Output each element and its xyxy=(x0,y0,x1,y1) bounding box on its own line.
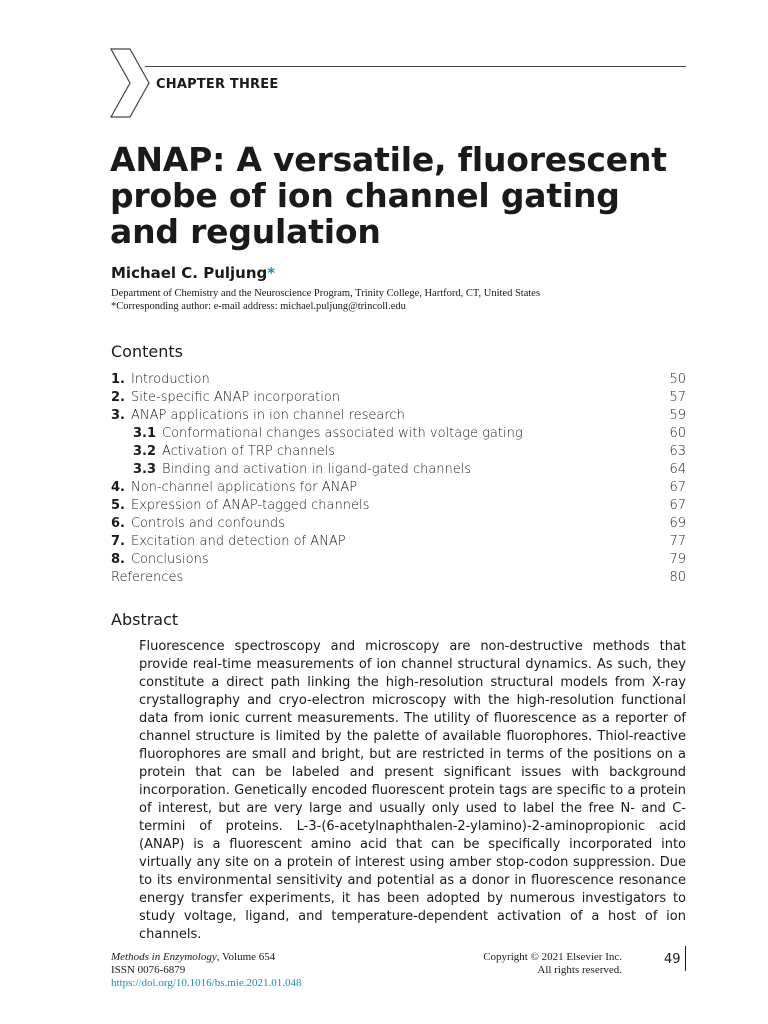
chapter-rule xyxy=(145,66,686,67)
toc-page: 80 xyxy=(669,570,686,585)
author xyxy=(111,264,275,282)
toc-number: 3. xyxy=(111,408,125,423)
toc-label: References xyxy=(111,570,184,585)
toc-page: 50 xyxy=(669,372,686,387)
doi-link[interactable]: https://doi.org/10.1016/bs.mie.2021.01.048 xyxy=(111,977,302,989)
page-number: 49 xyxy=(664,952,681,967)
journal-volume: , Volume 654 xyxy=(216,951,276,963)
toc-item[interactable] xyxy=(111,461,686,479)
toc-page: 69 xyxy=(669,516,686,531)
toc-number: 7. xyxy=(111,534,125,549)
toc-number: 3.3 xyxy=(133,462,157,477)
toc-item[interactable] xyxy=(111,515,686,533)
toc-label: Activation of TRP channels xyxy=(162,444,336,459)
toc-number: 6. xyxy=(111,516,125,531)
toc-item[interactable] xyxy=(111,551,686,569)
abstract-heading: Abstract xyxy=(111,610,179,629)
toc-page: 57 xyxy=(669,390,686,405)
toc-page: 77 xyxy=(669,534,686,549)
journal-name: Methods in Enzymology xyxy=(111,951,217,963)
copyright: Copyright © 2021 Elsevier Inc. xyxy=(483,951,622,963)
toc-page: 59 xyxy=(669,408,686,423)
toc-item[interactable] xyxy=(111,497,686,515)
footer-citation xyxy=(111,951,301,990)
affiliation-department: Department of Chemistry and the Neuroscience Program, Trinity College, Hartford, CT, United States xyxy=(111,288,541,299)
toc-page: 67 xyxy=(669,498,686,513)
toc-label: Introduction xyxy=(130,372,210,387)
toc-item[interactable] xyxy=(111,569,686,587)
toc-item[interactable] xyxy=(111,479,686,497)
chapter-label: CHAPTER THREE xyxy=(156,77,279,92)
toc-page: 67 xyxy=(669,480,686,495)
corresponding-author-note: *Corresponding author: e-mail address: michael.puljung@trincoll.edu xyxy=(111,301,406,312)
toc-label: Expression of ANAP-tagged channels xyxy=(130,498,370,513)
toc-entry xyxy=(111,443,335,461)
table-of-contents xyxy=(111,371,686,587)
toc-entry xyxy=(111,569,183,587)
toc-label: Binding and activation in ligand-gated channels xyxy=(162,462,472,477)
toc-page: 60 xyxy=(669,426,686,441)
toc-label: Controls and confounds xyxy=(130,516,285,531)
footer-copyright xyxy=(483,951,622,977)
toc-item[interactable] xyxy=(111,407,686,425)
rights: All rights reserved. xyxy=(537,964,622,976)
toc-label: Conformational changes associated with voltage gating xyxy=(162,426,523,441)
abstract-text: Fluorescence spectroscopy and microscopy are non-destructive methods that provide real-time measurements of ion channel structural dynamics. As such, they constitute a direct path linking the high-resolution structural models from X-ray crystallography and cryo-electron microscopy with the high-resolution functional data from ionic current measurements. The utility of fluorescence as a reporter of channel structure is limited by the palette of available fluorophores. Thiol-reactive fluorophores are small and bright, but are restricted in terms of the positions on a protein that can be labeled and present significant issues with background incorporation. Genetically encoded fluorescent protein tags are specific to a protein of interest, but are very large and usually only used to label the free N- and C-termini of proteins. L-3-(6-acetylnaphthalen-2-ylamino)-2-aminopropionic acid (ANAP) is a fluorescent amino acid that can be specifically incorporated into virtually any site on a protein of interest using amber stop-codon suppression. Due to its environmental sensitivity and potential as a donor in fluorescence resonance energy transfer experiments, it has been adopted by numerous investigators to study voltage, ligand, and temperature-dependent activation of a host of ion channels. xyxy=(139,639,686,942)
toc-label: Site-specific ANAP incorporation xyxy=(130,390,341,405)
toc-item[interactable] xyxy=(111,533,686,551)
issn: ISSN 0076-6879 xyxy=(111,964,186,976)
toc-entry xyxy=(111,515,285,533)
chapter-chevron-icon xyxy=(110,48,150,118)
toc-item[interactable] xyxy=(111,389,686,407)
affiliation xyxy=(111,287,691,313)
toc-item[interactable] xyxy=(111,443,686,461)
toc-item[interactable] xyxy=(111,371,686,389)
toc-page: 63 xyxy=(669,444,686,459)
toc-number: 1. xyxy=(111,372,125,387)
contents-heading: Contents xyxy=(111,342,183,361)
page-number-rule xyxy=(685,946,686,971)
toc-entry xyxy=(111,497,369,515)
toc-entry xyxy=(111,533,346,551)
toc-entry xyxy=(111,551,209,569)
toc-entry xyxy=(111,461,471,479)
toc-entry xyxy=(111,389,340,407)
toc-label: ANAP applications in ion channel research xyxy=(130,408,405,423)
toc-number: 2. xyxy=(111,390,125,405)
toc-label: Non-channel applications for ANAP xyxy=(130,480,358,495)
toc-entry xyxy=(111,371,210,389)
toc-number: 5. xyxy=(111,498,125,513)
toc-item[interactable] xyxy=(111,425,686,443)
toc-label: Excitation and detection of ANAP xyxy=(130,534,346,549)
toc-page: 64 xyxy=(669,462,686,477)
toc-number: 3.1 xyxy=(133,426,157,441)
toc-entry xyxy=(111,479,357,497)
paper-title: ANAP: A versatile, fluorescent probe of ion channel gating and regulation xyxy=(110,140,667,251)
toc-number: 8. xyxy=(111,552,125,567)
author-name: Michael C. Puljung xyxy=(111,264,268,282)
toc-label: Conclusions xyxy=(130,552,209,567)
corresponding-author-marker[interactable]: * xyxy=(267,264,276,282)
toc-entry xyxy=(111,407,405,425)
toc-number: 3.2 xyxy=(133,444,157,459)
toc-entry xyxy=(111,425,523,443)
toc-page: 79 xyxy=(669,552,686,567)
toc-number: 4. xyxy=(111,480,125,495)
